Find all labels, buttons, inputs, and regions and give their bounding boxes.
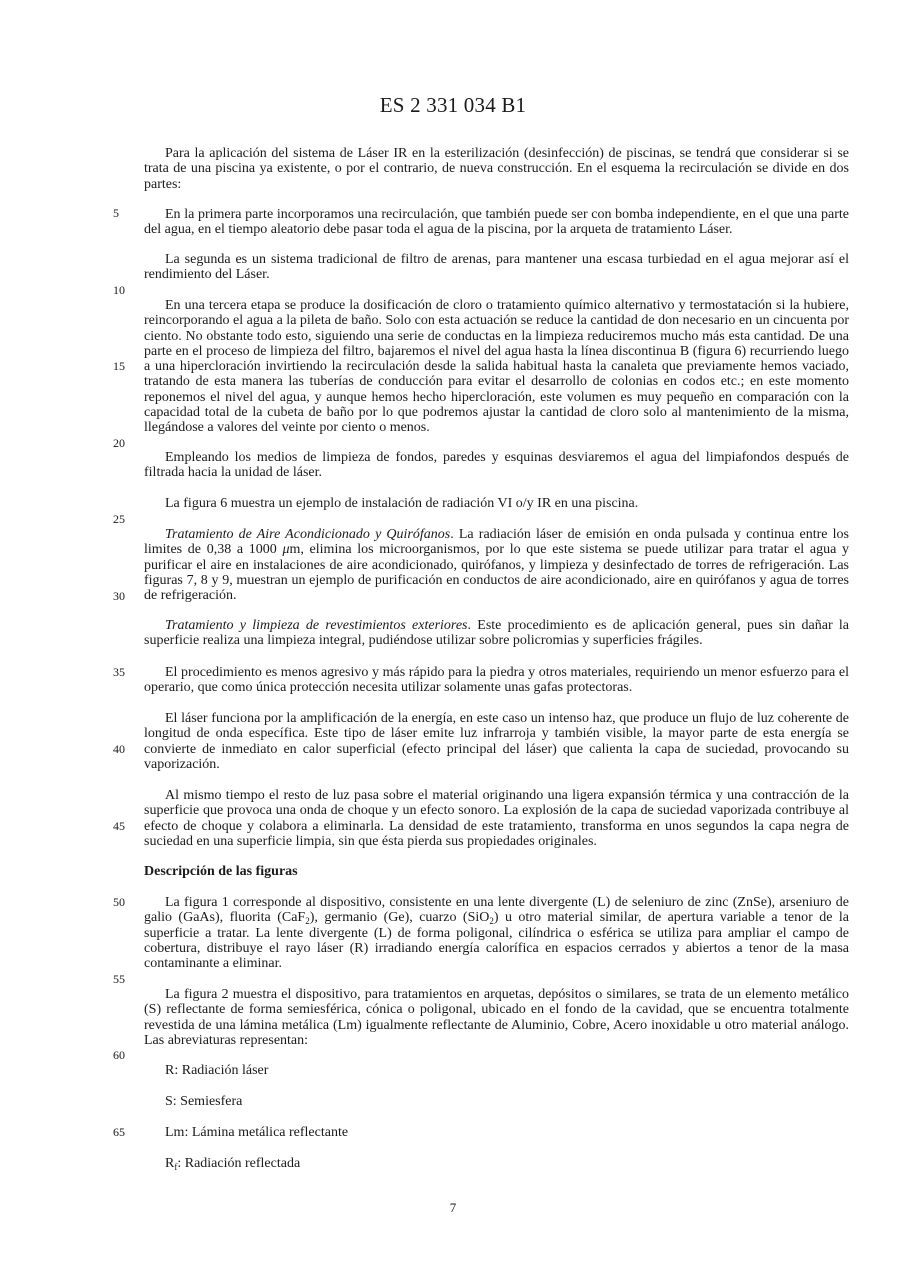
paragraph-pool-application: Para la aplicación del sistema de Láser IR en la esterilización (desinfección) de piscinas, se tendrá que considerar si se trata de una piscina ya existente, o por el contrario, de nueva construcción. En el esquema la recirculación se divide en dos partes: bbox=[144, 146, 849, 192]
line-number-10: 10 bbox=[113, 283, 125, 297]
paragraph-figure-2: La figura 2 muestra el dispositivo, para tratamientos en arquetas, depósitos o similares, se trata de un elemento metálico (S) reflectante de forma semiesférica, cónica o poligonal, ubicado en el fondo de la cavidad, que se encuentra totalmente revestida de una lámina metálica (Lm) igualmente reflectante de Aluminio, Cobre, Acero inoxidable u otro material análogo. Las abreviaturas representan: bbox=[144, 987, 849, 1048]
paragraph-figure-1: La figura 1 corresponde al dispositivo, consistente en una lente divergente (L) de seleniuro de zinc (ZnSe), arseniuro de galio (GaAs), fluorita (CaF$_2$), germanio (Ge), cuarzo (SiO$_2$) u otro material similar, de apertura variable a tenor de la superficie a tratar. La lente divergente (L) de forma poligonal, cilíndrica o esférica se utiliza para ampliar el campo de cobertura, distribuye el rayo láser (R) irradiando energía calorífica en espacios cerrados y abiertos a tenor de la masa contaminante a eliminar. bbox=[144, 895, 849, 972]
line-number-20: 20 bbox=[113, 436, 125, 450]
line-number-35: 35 bbox=[113, 665, 125, 679]
line-number-60: 60 bbox=[113, 1048, 125, 1062]
abbreviation-lm: Lm: Lámina metálica reflectante bbox=[165, 1125, 349, 1140]
line-number-50: 50 bbox=[113, 895, 125, 909]
air-conditioning-title: Tratamiento de Aire Acondicionado y Quirófanos bbox=[165, 527, 451, 542]
paragraph-laser-function: El láser funciona por la amplificación de la energía, en este caso un intenso haz, que produce un flujo de luz coherente de longitud de onda específica. Este tipo de láser emite luz infrarroja y también visible, la mayor parte de esta energía se convierte de inmediato en calor superficial (efecto principal del láser) que calienta la capa de suciedad, provocando su vaporización. bbox=[144, 711, 849, 772]
line-number-15: 15 bbox=[113, 359, 125, 373]
section-heading-figures: Descripción de las figuras bbox=[144, 864, 298, 879]
paragraph-exterior-cleaning: Tratamiento y limpieza de revestimientos exteriores. Este procedimiento es de aplicación general, pues sin dañar la superficie realiza una limpieza integral, pudiéndose utilizar sobre policromias y superficies frágiles. bbox=[144, 618, 849, 649]
abbreviation-r: R: Radiación láser bbox=[165, 1063, 269, 1078]
line-number-25: 25 bbox=[113, 512, 125, 526]
exterior-cleaning-title: Tratamiento y limpieza de revestimientos exteriores bbox=[165, 618, 468, 633]
line-number-55: 55 bbox=[113, 972, 125, 986]
paragraph-thermal-expansion: Al mismo tiempo el resto de luz pasa sobre el material originando una ligera expansión térmica y una contracción de la superficie que provoca una onda de choque y un efecto sonoro. La explosión de la capa de suciedad vaporizada contribuye al efecto de choque y colabora a eliminarla. La densidad de este tratamiento, transforma en unos segundos la capa negra de suciedad en una superficie limpia, sin que ésta pierda sus propiedades originales. bbox=[144, 788, 849, 849]
paragraph-third-stage: En una tercera etapa se produce la dosificación de cloro o tratamiento químico alternativo y termostatación si la hubiere, reincorporando el agua a la pileta de baño. Solo con esta actuación se reduce la cantidad de don necesario en un cincuenta por ciento. No obstante todo esto, siguiendo una serie de conductas en la limpieza reduciremos mucho más esta cantidad. De una parte en el proceso de limpieza del filtro, bajaremos el nivel del agua hasta la línea discontinua B (figura 6) recurriendo luego a una hipercloración invirtiendo la recirculación desde la salida habitual hasta la canaleta que previamente hemos vaciado, tratando de esta manera las tuberías de conducción para evitar el desarrollo de colonias en codos etc.; en este momento reponemos el nivel del agua, y aunque hemos hecho hipercloración, este volumen es muy pequeño en comparación con la capacidad total de la cubeta de baño por lo que podremos ajustar la cantidad de cloro solo al mantenimiento de la misma, llegándose a valores del veinte por ciento o menos. bbox=[144, 298, 849, 436]
line-number-5: 5 bbox=[113, 206, 119, 220]
line-number-40: 40 bbox=[113, 742, 125, 756]
paragraph-less-aggressive: El procedimiento es menos agresivo y más rápido para la piedra y otros materiales, requiriendo un menor esfuerzo para el operario, que como única protección necesita utilizar solamente unas gafas protectoras. bbox=[144, 665, 849, 696]
paragraph-second-part: La segunda es un sistema tradicional de filtro de arenas, para mantener una escasa turbiedad en el agua mejorar así el rendimiento del Láser. bbox=[144, 252, 849, 283]
line-number-45: 45 bbox=[113, 819, 125, 833]
paragraph-air-conditioning: Tratamiento de Aire Acondicionado y Quirófanos. La radiación láser de emisión en onda pulsada y continua entre los limites de 0,38 a 1000 μm, elimina los microorganismos, por lo que este sistema se puede utilizar para tratar el agua y purificar el aire en instalaciones de aire acondicionado, quirófanos, y limpieza y desinfectado de torres de refrigeración. Las figuras 7, 8 y 9, muestran un ejemplo de purificación en conductos de aire acondicionado, aire en quirófanos y agua de torres de refrigeración. bbox=[144, 527, 849, 604]
line-number-65: 65 bbox=[113, 1125, 125, 1139]
line-number-30: 30 bbox=[113, 589, 125, 603]
patent-number-header: ES 2 331 034 B1 bbox=[379, 93, 527, 117]
abbreviation-s: S: Semiesfera bbox=[165, 1094, 243, 1109]
paragraph-first-part: En la primera parte incorporamos una recirculación, que también puede ser con bomba independiente, en el que una parte del agua, en el tiempo aleatorio debe pasar toda el agua de la piscina, por la arqueta de tratamiento Láser. bbox=[144, 207, 849, 238]
paragraph-figure-6: La figura 6 muestra un ejemplo de instalación de radiación VI o/y IR en una piscina. bbox=[165, 496, 639, 511]
page-number: 7 bbox=[449, 1200, 457, 1215]
paragraph-cleaning-means: Empleando los medios de limpieza de fondos, paredes y esquinas desviaremos el agua del limpiafondos después de filtrada hacia la unidad de láser. bbox=[144, 450, 849, 481]
abbreviation-rf: $R_f$: Radiación reflectada bbox=[165, 1156, 301, 1172]
